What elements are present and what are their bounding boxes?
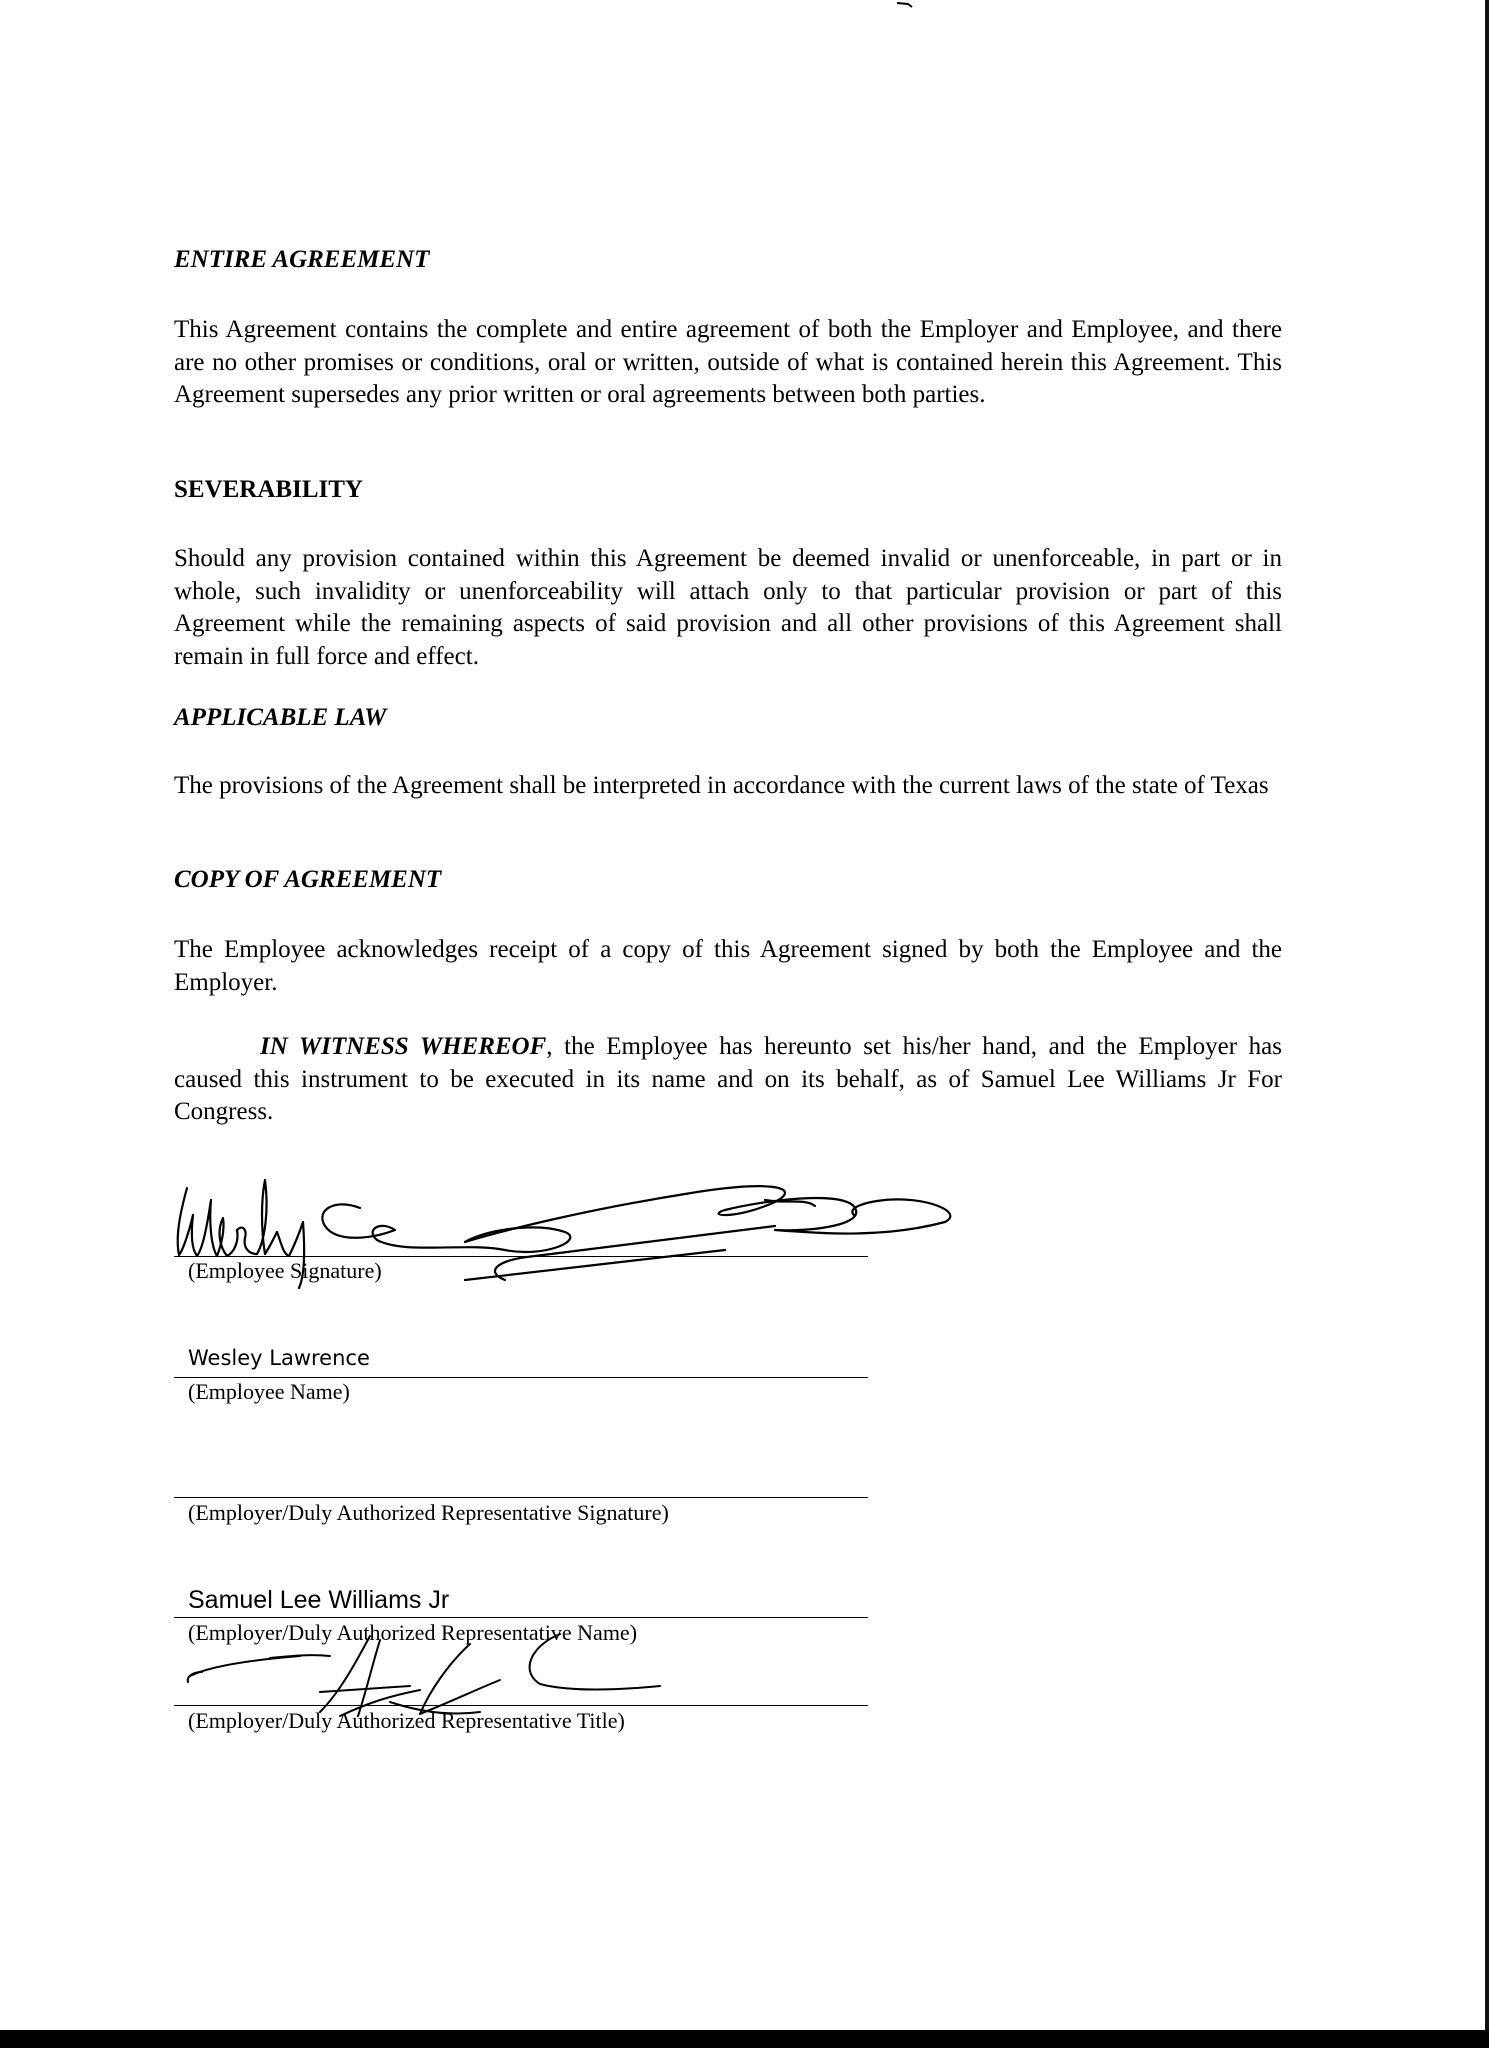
witness-clause [174, 1031, 1282, 1129]
applicable-law-heading: APPLICABLE LAW [174, 704, 387, 731]
applicable-law-body: The provisions of the Agreement shall be interpreted in accordance with the current laws of the state of Texas [174, 772, 1269, 799]
copy-of-agreement-body: The Employee acknowledges receipt of a copy of this Agreement signed by both the Employee and the Employer. [174, 936, 1282, 996]
witness-lead: IN WITNESS WHEREOF [260, 1033, 547, 1060]
employee-signature-line [174, 1256, 868, 1257]
employer-name-line [174, 1617, 868, 1618]
employee-name-line [174, 1377, 868, 1378]
scan-speck [896, 0, 914, 8]
scan-edge-right [1485, 0, 1489, 2030]
employer-name: Samuel Lee Williams Jr [188, 1586, 450, 1614]
copy-of-agreement-heading: COPY OF AGREEMENT [174, 866, 442, 893]
employer-signature-line [174, 1497, 868, 1498]
employee-name-caption: (Employee Name) [188, 1379, 350, 1404]
employee-name: Wesley Lawrence [188, 1346, 370, 1370]
entire-agreement-heading: ENTIRE AGREEMENT [174, 246, 430, 273]
employer-signature-caption: (Employer/Duly Authorized Representative Signature) [188, 1500, 669, 1525]
employer-title-line [174, 1705, 868, 1706]
scan-edge-bottom [0, 2030, 1489, 2048]
entire-agreement-body: This Agreement contains the complete and entire agreement of both the Employer and Employee, and there are no other promises or conditions, oral or written, outside of what is contained herein this Agreement. This Agreement supersedes any prior written or oral agreements between both parties. [174, 316, 1282, 408]
severability-heading: SEVERABILITY [174, 476, 363, 503]
employer-name-caption: (Employer/Duly Authorized Representative Name) [188, 1620, 638, 1645]
employee-signature-caption: (Employee Signature) [188, 1258, 382, 1283]
employer-title-caption: (Employer/Duly Authorized Representative Title) [188, 1708, 625, 1733]
witness-body: , the Employee has hereunto set his/her hand, and the Employer has caused this instrument to be executed in its name and on its behalf, as of Samuel Lee Williams Jr For Congress. [174, 1033, 1282, 1125]
severability-body: Should any provision contained within this Agreement be deemed invalid or unenforceable, in part or in whole, such invalidity or unenforceability will attach only to that particular provision or part of this Agreement while the remaining aspects of said provision and all other provisions of this Agreement shall remain in full force and effect. [174, 545, 1282, 670]
